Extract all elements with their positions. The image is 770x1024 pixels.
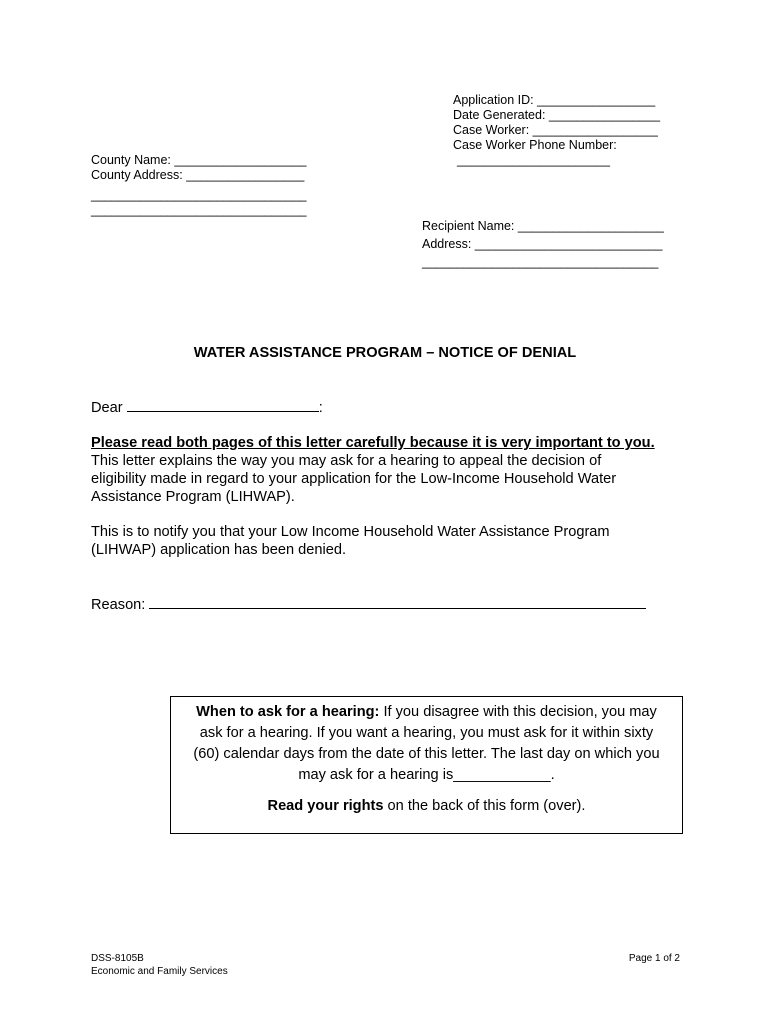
reason-line [149, 594, 646, 609]
date-generated-field: Date Generated: ________________ [453, 108, 661, 122]
county-address-field: County Address: _________________ [91, 168, 305, 182]
recipient-address-field: Address: ___________________________ [422, 237, 663, 251]
recipient-name-field: Recipient Name: _____________________ [422, 219, 664, 233]
paragraph-line: Assistance Program (LIHWAP). [91, 489, 295, 505]
rights-text: on the back of this form (over). [383, 798, 586, 814]
application-id-field: Application ID: _________________ [453, 93, 656, 107]
page-number: Page 1 of 2 [628, 953, 680, 964]
form-number: DSS-8105B [91, 953, 144, 964]
document-title: WATER ASSISTANCE PROGRAM – NOTICE OF DENIAL [193, 345, 577, 361]
case-worker-field: Case Worker: __________________ [453, 123, 658, 137]
hearing-line: (60) calendar days from the date of this letter. The last day on which you [193, 746, 660, 762]
department-name: Economic and Family Services [91, 966, 228, 977]
county-address-line-2: _______________________________ [91, 203, 307, 217]
rights-heading: Read your rights [267, 798, 384, 814]
reason-label: Reason: [91, 597, 146, 613]
hearing-line: If you disagree with this decision, you may [379, 704, 657, 720]
case-worker-phone-line: ______________________ [457, 153, 610, 167]
reason-row [91, 594, 646, 614]
salutation-colon: : [318, 400, 323, 416]
salutation-dear: Dear [91, 400, 123, 416]
county-name-field: County Name: ___________________ [91, 153, 307, 167]
paragraph-line: (LIHWAP) application has been denied. [91, 542, 346, 558]
case-worker-phone-label: Case Worker Phone Number: [453, 138, 617, 152]
hearing-deadline-line: may ask for a hearing is____________. [298, 767, 555, 783]
salutation [91, 398, 323, 417]
important-notice: Please read both pages of this letter carefully because it is very important to you. [91, 435, 655, 451]
rights-note [181, 796, 672, 817]
county-address-line-1: _______________________________ [91, 188, 307, 202]
recipient-name-blank [127, 398, 319, 412]
paragraph-line: This is to notify you that your Low Income Household Water Assistance Program [91, 524, 610, 540]
paragraph-line: eligibility made in regard to your application for the Low-Income Household Water [91, 471, 617, 487]
hearing-info-box [170, 696, 683, 834]
recipient-info-block [422, 219, 664, 273]
hearing-heading: When to ask for a hearing: [196, 704, 380, 720]
footer-form-info [91, 952, 228, 978]
denial-paragraph [91, 523, 610, 559]
paragraph-line: This letter explains the way you may ask for a hearing to appeal the decision of [91, 453, 602, 469]
application-info-block [453, 93, 660, 168]
recipient-address-line: __________________________________ [422, 255, 659, 269]
instructions-paragraph [91, 434, 655, 506]
hearing-paragraph [181, 702, 672, 786]
county-info-block [91, 153, 307, 218]
hearing-line: ask for a hearing. If you want a hearing, you must ask for it within sixty [199, 725, 654, 741]
